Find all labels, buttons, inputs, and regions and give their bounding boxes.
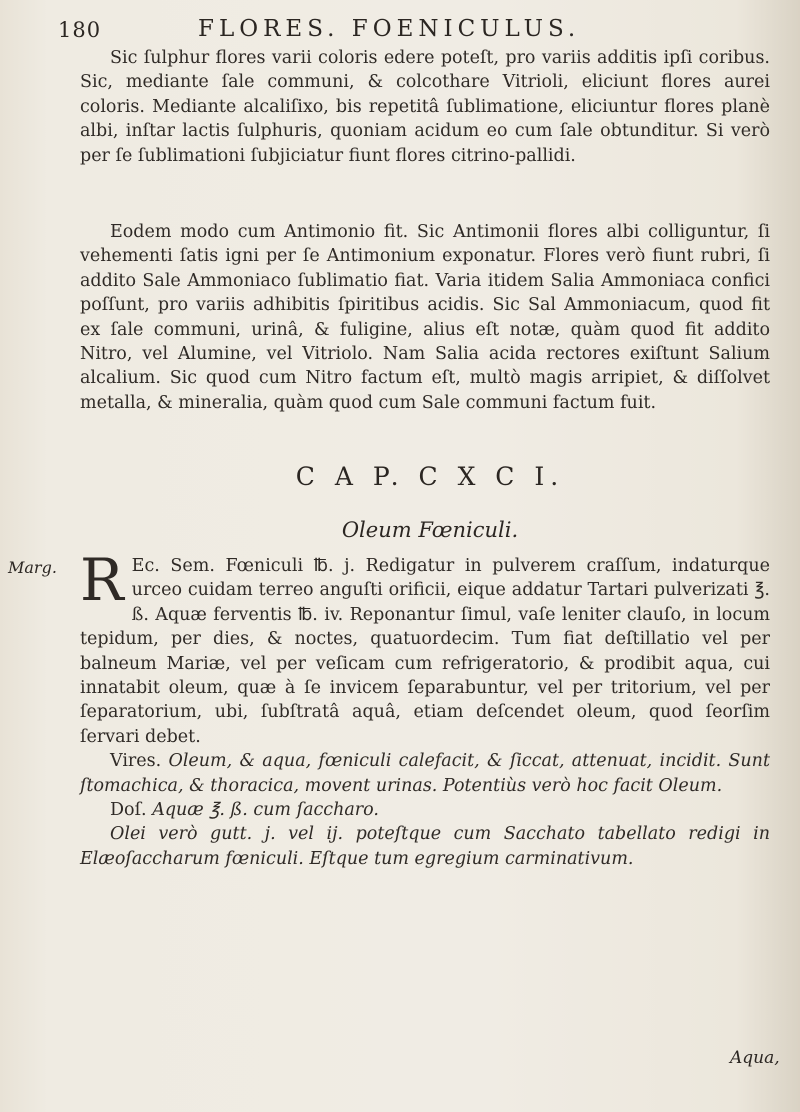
paragraph-antimony-flowers: Eodem modo cum Antimonio fit. Sic Antimonii flores albi colliguntur, ſi vehementi ſatis igni per ſe Antimonium exponatur. Flores verò fiunt rubri, ſi addito Sale Ammoniaco ſublimatio fiat. Varia itidem Salia Ammoniaca confici poſſunt, pro variis adhibitis ſpiritibus acidis. Sic Sal Ammoniacum, quod fit ex ſale communi, urinâ, & fuligine, alius eſt notæ, quàm quod fit addito Nitro, vel Alumine, vel Vitriolo. Nam Salia acida rectores exiſtunt Salium alcalium. Sic quod cum Nitro factum eſt, multò magis arripiet, & diſſolvet metalla, & mineralia, quàm quod cum Sale communi factum fuit. <box>80 222 770 413</box>
chapter-subtitle: Oleum Fœniculi. <box>341 518 519 542</box>
recipe-text: Ec. Sem. Fœniculi ℔. j. Redigatur in pulverem craſſum, indaturque urceo cuidam terreo anguſti orificii, eique addatur Tartari pulverizati ℥. ß. Aquæ ferventis ℔. iv. Reponantur ſimul, vaſe leniter clauſo, in locum tepidum, per dies, & noctes, quatuordecim. Tum fiat deſtillatio vel per balneum Mariæ, vel per veſicam cum refrigeratorio, & prodibit aqua, cui innatabit oleum, quæ à ſe invicem ſeparabuntur, vel per tritorium, vel per ſeparatorium, ubi, ſubſtratâ aquâ, etiam deſcendet oleum, quod ſeorſim ſervari debet. <box>80 556 770 747</box>
page-header <box>58 14 758 48</box>
final-paragraph: Olei verò gutt. j. vel ij. poteſtque cum Sacchato tabellato redigi in Elæoſaccharum fœniculi. Eſtque tum egregium carminativum. <box>80 824 770 869</box>
margin-note: Marg. <box>8 558 57 577</box>
page-number: 180 <box>58 18 102 42</box>
catchword: Aqua, <box>730 1048 780 1068</box>
dose-label: Doſ. <box>110 800 147 821</box>
running-head: FLORES. FOENICULUS. <box>198 16 581 42</box>
paragraph-sulphur-flowers: Sic ſulphur flores varii coloris edere poteſt, pro variis additis ipſi coribus. Sic, mediante ſale communi, & colcothare Vitrioli, eliciunt flores aurei coloris. Mediante alcaliſixo, bis repetitâ ſublimatione, eliciuntur flores planè albi, inſtar lactis ſulphuris, quoniam acidum eo cum ſale obtunditur. Si verò per ſe ſublimationi ſubjiciatur fiunt flores citrino-pallidi. <box>80 48 770 166</box>
vires-label: Vires. <box>110 751 162 772</box>
dose-paragraph <box>80 798 770 822</box>
chapter-body <box>80 546 770 871</box>
chapter-heading: C A P. C X C I. <box>295 462 565 491</box>
drop-cap: R <box>80 546 124 614</box>
dose-text: Aquæ ℥. ß. cum ſaccharo. <box>152 800 379 821</box>
vires-paragraph <box>80 749 770 798</box>
vires-text: Oleum, & aqua, fœniculi calefacit, & ſiccat, attenuat, incidit. Sunt ſtomachica, & thoracica, movent urinas. Potentiùs verò hoc facit Oleum. <box>80 751 770 796</box>
